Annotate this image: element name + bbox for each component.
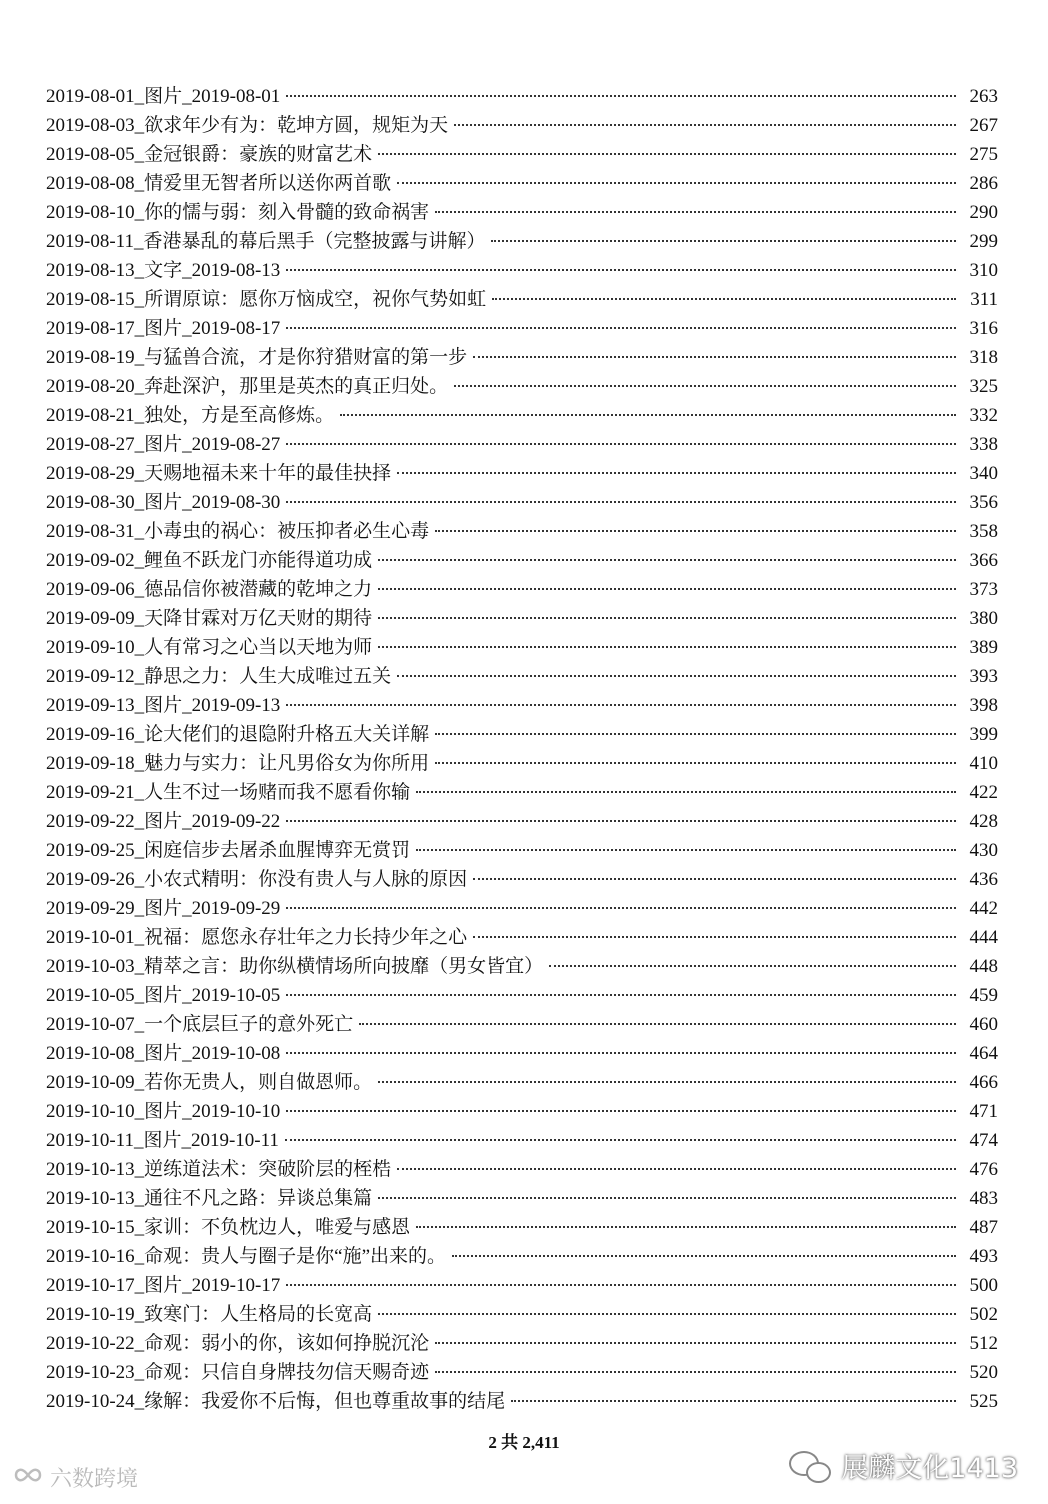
toc-entry-page: 487 [969, 1217, 998, 1238]
dot-leader [416, 849, 956, 851]
dot-leader [286, 1110, 956, 1112]
toc-entry [46, 1068, 998, 1097]
toc-entry [46, 1329, 998, 1358]
toc-entry [46, 836, 998, 865]
toc-entry-page: 525 [969, 1391, 998, 1412]
dot-leader [285, 1139, 956, 1141]
toc-entry-page: 436 [969, 869, 998, 890]
toc-entry-title: 2019-09-09_天降甘霖对万亿天财的期待 [46, 608, 373, 629]
toc-entry-page: 448 [969, 956, 998, 977]
dot-leader [473, 356, 956, 358]
table-of-contents [46, 82, 998, 1416]
toc-entry-title: 2019-10-24_缘解：我爱你不后悔，但也尊重故事的结尾 [46, 1391, 506, 1412]
toc-entry [46, 1213, 998, 1242]
watermark-left [6, 1462, 138, 1493]
toc-entry [46, 227, 998, 256]
toc-entry-title: 2019-08-29_天赐地福未来十年的最佳抉择 [46, 463, 392, 484]
dot-leader [397, 675, 956, 677]
toc-entry [46, 256, 998, 285]
toc-entry-page: 476 [969, 1159, 998, 1180]
toc-entry-page: 459 [969, 985, 998, 1006]
toc-entry-title: 2019-09-18_魅力与实力：让凡男俗女为你所用 [46, 753, 430, 774]
toc-entry-page: 316 [969, 318, 998, 339]
toc-entry-title: 2019-09-21_人生不过一场赌而我不愿看你输 [46, 782, 411, 803]
toc-entry [46, 778, 998, 807]
toc-entry-page: 460 [969, 1014, 998, 1035]
toc-entry-page: 442 [969, 898, 998, 919]
toc-entry [46, 662, 998, 691]
toc-entry-title: 2019-10-03_精萃之言：助你纵横情场所向披靡（男女皆宜） [46, 956, 544, 977]
toc-entry-page: 356 [969, 492, 998, 513]
toc-entry-page: 410 [969, 753, 998, 774]
toc-entry [46, 111, 998, 140]
toc-entry [46, 430, 998, 459]
toc-entry-page: 444 [969, 927, 998, 948]
toc-entry [46, 82, 998, 111]
toc-entry-title: 2019-09-22_图片_2019-09-22 [46, 811, 281, 832]
toc-entry [46, 633, 998, 662]
toc-entry-page: 430 [969, 840, 998, 861]
toc-entry-title: 2019-10-11_图片_2019-10-11 [46, 1130, 279, 1151]
toc-entry-page: 428 [969, 811, 998, 832]
toc-entry-title: 2019-08-15_所谓原谅：愿你万恼成空，祝你气势如虹 [46, 289, 487, 310]
toc-entry-title: 2019-08-20_奔赴深沪，那里是英杰的真正归处。 [46, 376, 449, 397]
toc-entry-title: 2019-10-23_命观：只信自身牌技勿信天赐奇迹 [46, 1362, 430, 1383]
toc-entry [46, 459, 998, 488]
toc-entry-title: 2019-08-17_图片_2019-08-17 [46, 318, 281, 339]
toc-entry-title: 2019-08-27_图片_2019-08-27 [46, 434, 281, 455]
toc-entry [46, 198, 998, 227]
dot-leader [286, 443, 956, 445]
toc-entry [46, 140, 998, 169]
dot-leader [286, 994, 956, 996]
toc-entry-title: 2019-09-12_静思之力：人生大成唯过五关 [46, 666, 392, 687]
toc-entry-title: 2019-10-08_图片_2019-10-08 [46, 1043, 281, 1064]
dot-leader [491, 240, 956, 242]
toc-entry-page: 483 [969, 1188, 998, 1209]
toc-entry [46, 952, 998, 981]
dot-leader [378, 559, 956, 561]
toc-entry-title: 2019-10-22_命观：弱小的你，该如何挣脱沉沦 [46, 1333, 430, 1354]
toc-entry-title: 2019-10-09_若你无贵人，则自做恩师。 [46, 1072, 373, 1093]
toc-entry-title: 2019-09-10_人有常习之心当以天地为师 [46, 637, 373, 658]
toc-entry-page: 310 [969, 260, 998, 281]
dot-leader [378, 617, 956, 619]
toc-entry-title: 2019-09-26_小农式精明：你没有贵人与人脉的原因 [46, 869, 468, 890]
toc-entry-title: 2019-08-31_小毒虫的祸心：被压抑者必生心毒 [46, 521, 430, 542]
toc-entry [46, 314, 998, 343]
toc-entry-page: 286 [969, 173, 998, 194]
dot-leader [286, 95, 956, 97]
dot-leader [359, 1023, 956, 1025]
toc-entry-title: 2019-09-25_闲庭信步去屠杀血腥博弈无赏罚 [46, 840, 411, 861]
dot-leader [454, 385, 956, 387]
toc-entry [46, 343, 998, 372]
dot-leader [435, 1342, 956, 1344]
toc-entry-title: 2019-08-03_欲求年少有为：乾坤方圆，规矩为天 [46, 115, 449, 136]
dot-leader [378, 1197, 956, 1199]
dot-leader [435, 733, 956, 735]
toc-entry-page: 466 [969, 1072, 998, 1093]
dot-leader [435, 211, 956, 213]
toc-entry [46, 401, 998, 430]
toc-entry-title: 2019-08-30_图片_2019-08-30 [46, 492, 281, 513]
toc-entry-page: 340 [969, 463, 998, 484]
toc-entry [46, 1039, 998, 1068]
toc-entry-title: 2019-08-19_与猛兽合流，才是你狩猎财富的第一步 [46, 347, 468, 368]
toc-entry-title: 2019-10-13_通往不凡之路：异谈总集篇 [46, 1188, 373, 1209]
dot-leader [286, 820, 956, 822]
dot-leader [435, 762, 956, 764]
toc-entry [46, 575, 998, 604]
toc-entry-page: 366 [969, 550, 998, 571]
toc-entry-title: 2019-10-19_致寒门：人生格局的长宽高 [46, 1304, 373, 1325]
toc-entry-title: 2019-10-07_一个底层巨子的意外死亡 [46, 1014, 354, 1035]
toc-entry [46, 1242, 998, 1271]
toc-entry [46, 1184, 998, 1213]
toc-entry-title: 2019-10-05_图片_2019-10-05 [46, 985, 281, 1006]
toc-entry [46, 865, 998, 894]
toc-entry [46, 981, 998, 1010]
dot-leader [454, 124, 956, 126]
toc-entry [46, 169, 998, 198]
toc-entry-page: 464 [969, 1043, 998, 1064]
toc-entry-title: 2019-10-15_家训：不负枕边人，唯爱与感恩 [46, 1217, 411, 1238]
toc-entry-page: 299 [969, 231, 998, 252]
dot-leader [549, 965, 956, 967]
toc-entry [46, 517, 998, 546]
toc-entry [46, 285, 998, 314]
toc-entry [46, 720, 998, 749]
toc-entry-page: 311 [970, 289, 998, 310]
toc-entry [46, 1271, 998, 1300]
toc-entry-page: 332 [969, 405, 998, 426]
dot-leader [473, 936, 956, 938]
toc-entry [46, 749, 998, 778]
toc-entry-title: 2019-08-05_金冠银爵：豪族的财富艺术 [46, 144, 373, 165]
toc-entry-page: 398 [969, 695, 998, 716]
dot-leader [286, 907, 956, 909]
watermark-right [789, 1446, 1018, 1485]
toc-entry-title: 2019-09-13_图片_2019-09-13 [46, 695, 281, 716]
dot-leader [286, 327, 956, 329]
toc-entry-page: 493 [969, 1246, 998, 1267]
dot-leader [435, 1371, 956, 1373]
toc-entry-page: 502 [969, 1304, 998, 1325]
dot-leader [416, 1226, 956, 1228]
wechat-icon [789, 1449, 831, 1483]
toc-entry-page: 512 [969, 1333, 998, 1354]
dot-leader [511, 1400, 956, 1402]
dot-leader [397, 472, 956, 474]
dot-leader [378, 646, 956, 648]
toc-entry-page: 263 [969, 86, 998, 107]
toc-entry-page: 520 [969, 1362, 998, 1383]
dot-leader [286, 269, 956, 271]
toc-entry-title: 2019-09-29_图片_2019-09-29 [46, 898, 281, 919]
toc-entry [46, 604, 998, 633]
toc-entry-title: 2019-10-16_命观：贵人与圈子是你“施”出来的。 [46, 1246, 447, 1267]
toc-entry-title: 2019-08-10_你的懦与弱：刻入骨髓的致命祸害 [46, 202, 430, 223]
toc-entry [46, 807, 998, 836]
toc-entry-title: 2019-10-13_逆练道法术：突破阶层的桎梏 [46, 1159, 392, 1180]
dot-leader [378, 153, 956, 155]
toc-entry-title: 2019-08-08_情爱里无智者所以送你两首歌 [46, 173, 392, 194]
toc-entry-page: 275 [969, 144, 998, 165]
dot-leader [397, 1168, 956, 1170]
toc-entry [46, 1155, 998, 1184]
toc-entry-page: 393 [969, 666, 998, 687]
dot-leader [286, 1284, 956, 1286]
toc-entry-page: 399 [969, 724, 998, 745]
toc-entry-page: 471 [969, 1101, 998, 1122]
toc-entry-page: 318 [969, 347, 998, 368]
dot-leader [286, 501, 956, 503]
dot-leader [492, 298, 956, 300]
dot-leader [340, 414, 956, 416]
dot-leader [286, 1052, 956, 1054]
toc-entry-title: 2019-09-02_鲤鱼不跃龙门亦能得道功成 [46, 550, 373, 571]
dot-leader [286, 704, 956, 706]
toc-entry [46, 1097, 998, 1126]
dot-leader [452, 1255, 956, 1257]
toc-entry [46, 1126, 998, 1155]
toc-entry-page: 267 [969, 115, 998, 136]
dot-leader [397, 182, 956, 184]
toc-entry-page: 380 [969, 608, 998, 629]
infinity-logo-icon [6, 1464, 44, 1492]
toc-entry [46, 546, 998, 575]
toc-entry [46, 372, 998, 401]
page-footer: 2 共 2,411 [488, 1433, 560, 1452]
toc-entry-page: 358 [969, 521, 998, 542]
toc-entry [46, 894, 998, 923]
toc-entry [46, 1300, 998, 1329]
dot-leader [435, 530, 956, 532]
toc-entry [46, 1358, 998, 1387]
toc-entry-page: 338 [969, 434, 998, 455]
watermark-left-text: 六数跨境 [50, 1467, 139, 1492]
dot-leader [378, 588, 956, 590]
dot-leader [416, 791, 956, 793]
toc-entry [46, 488, 998, 517]
toc-entry-title: 2019-09-06_德品信你被潜藏的乾坤之力 [46, 579, 373, 600]
toc-entry-title: 2019-10-10_图片_2019-10-10 [46, 1101, 281, 1122]
toc-entry-title: 2019-10-17_图片_2019-10-17 [46, 1275, 281, 1296]
toc-entry-page: 474 [969, 1130, 998, 1151]
toc-entry [46, 1387, 998, 1416]
watermark-right-text: 展麟文化1413 [841, 1453, 1018, 1484]
dot-leader [378, 1081, 956, 1083]
toc-entry-page: 422 [969, 782, 998, 803]
toc-entry [46, 691, 998, 720]
dot-leader [473, 878, 956, 880]
dot-leader [378, 1313, 956, 1315]
toc-entry [46, 1010, 998, 1039]
toc-entry-page: 290 [969, 202, 998, 223]
toc-entry-title: 2019-08-21_独处，方是至高修炼。 [46, 405, 335, 426]
toc-entry-title: 2019-08-13_文字_2019-08-13 [46, 260, 281, 281]
toc-entry-title: 2019-08-01_图片_2019-08-01 [46, 86, 281, 107]
toc-entry [46, 923, 998, 952]
toc-entry-title: 2019-08-11_香港暴乱的幕后黑手（完整披露与讲解） [46, 231, 486, 252]
toc-entry-page: 325 [969, 376, 998, 397]
toc-entry-page: 373 [969, 579, 998, 600]
toc-entry-page: 389 [969, 637, 998, 658]
toc-entry-title: 2019-10-01_祝福：愿您永存壮年之力长持少年之心 [46, 927, 468, 948]
toc-entry-page: 500 [969, 1275, 998, 1296]
toc-entry-title: 2019-09-16_论大佬们的退隐附升格五大关详解 [46, 724, 430, 745]
